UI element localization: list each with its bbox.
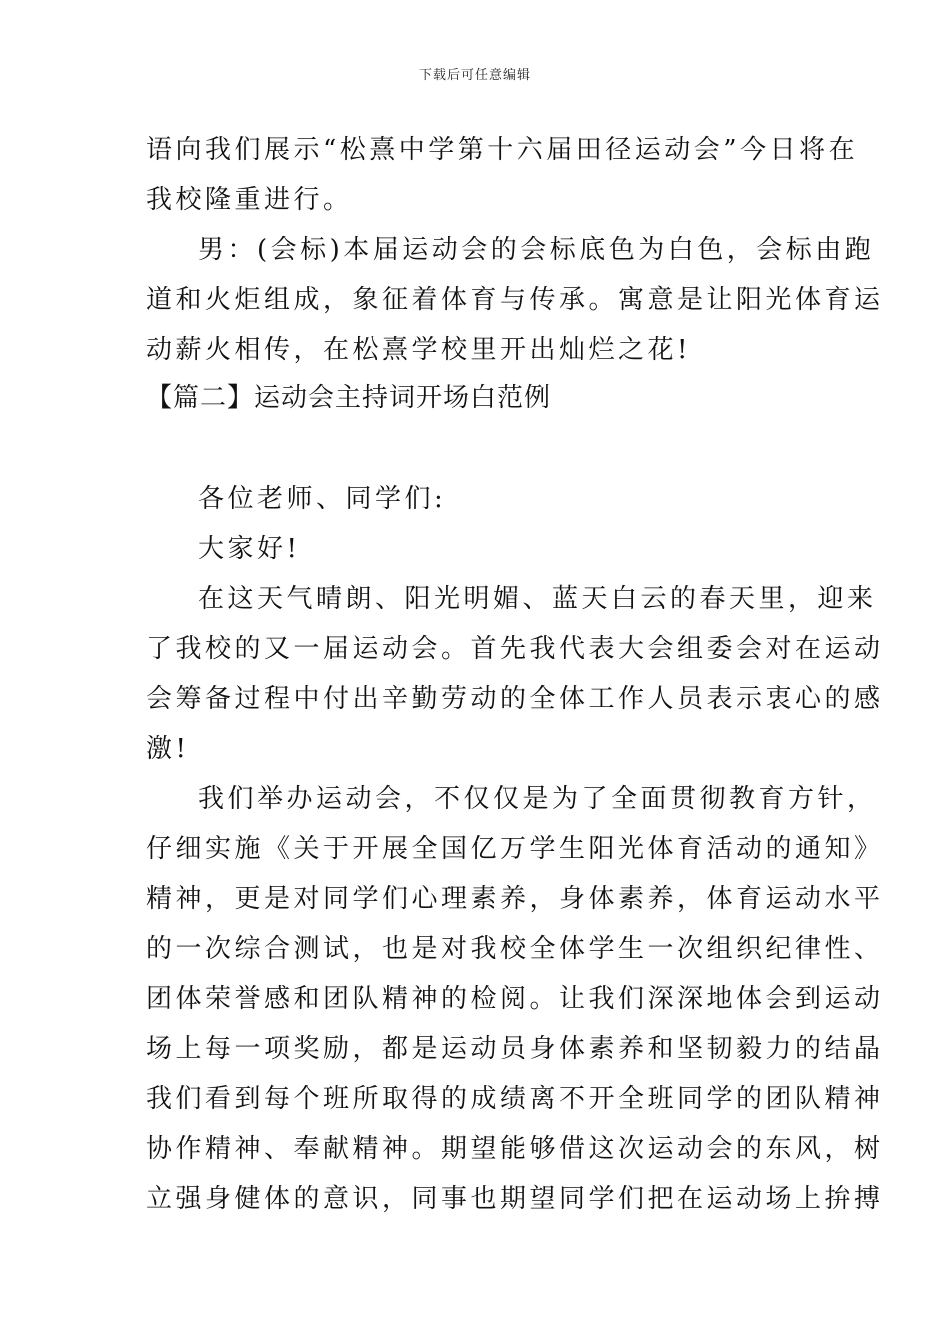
text-line: 会筹备过程中付出辛勤劳动的全体工作人员表示衷心的感 <box>146 684 884 714</box>
text-line: 激! <box>146 734 190 764</box>
text-line: 我校隆重进行。 <box>146 185 353 215</box>
text-line: 动薪火相传，在松熹学校里开出灿烂之花! <box>146 335 691 365</box>
page-header-note: 下载后可任意编辑 <box>418 68 531 83</box>
text-line: 语向我们展示“松熹中学第十六届田径运动会”今日将在 <box>146 135 859 165</box>
text-line: 精神，更是对同学们心理素养，身体素养，体育运动水平 <box>146 884 884 914</box>
text-line: 我们举办运动会，不仅仅是为了全面贯彻教育方针， <box>198 784 877 814</box>
text-line: 协作精神、奉献精神。期望能够借这次运动会的东风，树 <box>146 1134 884 1164</box>
text-line: 道和火炬组成，象征着体育与传承。寓意是让阳光体育运 <box>146 285 884 315</box>
document-body <box>146 125 884 375</box>
text-line: 团体荣誉感和团队精神的检阅。让我们深深地体会到运动 <box>146 984 884 1014</box>
hello-line: 大家好! <box>198 534 301 564</box>
greeting-line: 各位老师、同学们: <box>198 484 447 514</box>
text-line: 的一次综合测试，也是对我校全体学生一次组织纪律性、 <box>146 934 884 964</box>
text-line: 在这天气晴朗、阳光明媚、蓝天白云的春天里，迎来 <box>198 584 877 614</box>
section-heading: 【篇二】运动会主持词开场白范例 <box>146 383 552 413</box>
text-line: 我们看到每个班所取得的成绩离不开全班同学的团队精神 <box>146 1084 884 1114</box>
text-line: 场上每一项奖励，都是运动员身体素养和坚韧毅力的结晶 <box>146 1034 884 1064</box>
text-line: 男：(会标)本届运动会的会标底色为白色，会标由跑 <box>198 235 875 265</box>
text-line: 了我校的又一届运动会。首先我代表大会组委会对在运动 <box>146 634 884 664</box>
speech-body <box>146 474 884 1224</box>
text-line: 仔细实施《关于开展全国亿万学生阳光体育活动的通知》 <box>146 834 884 864</box>
text-line: 立强身健体的意识，同事也期望同学们把在运动场上拚搏 <box>146 1184 884 1214</box>
